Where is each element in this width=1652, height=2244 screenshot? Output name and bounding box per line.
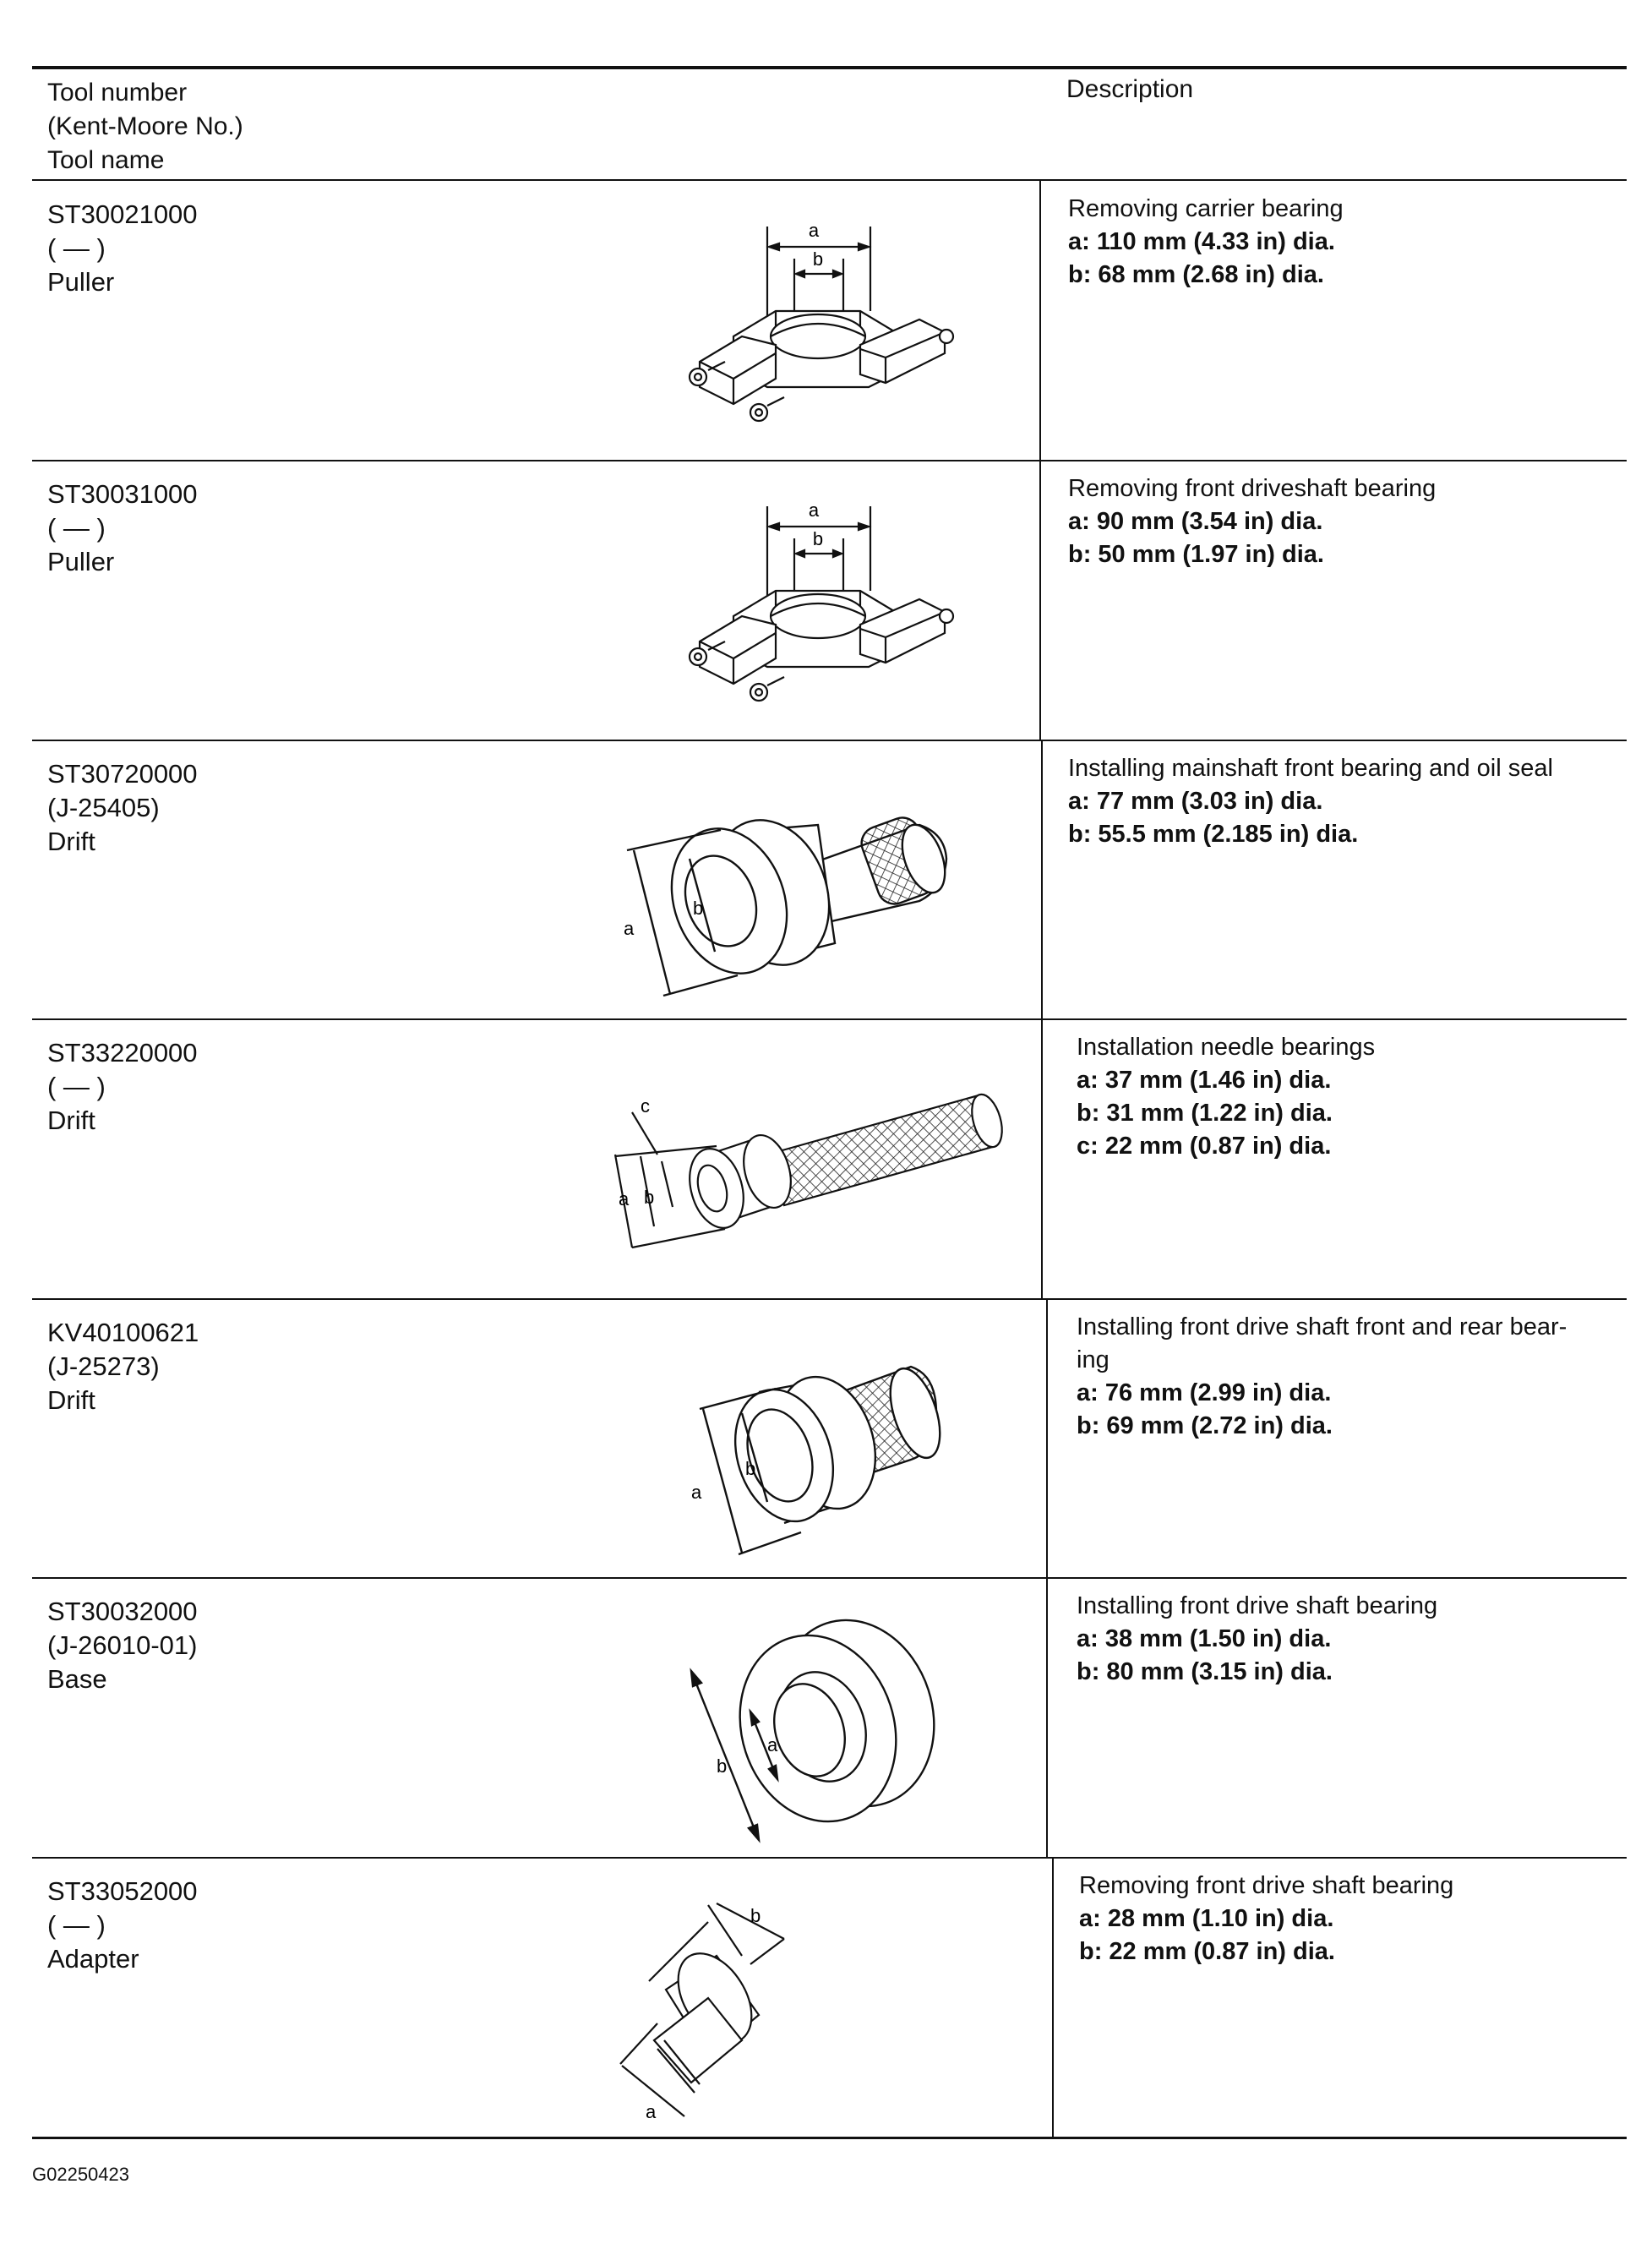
tool-row [32, 740, 1627, 1019]
description-text: Removing front driveshaft bearing [1068, 475, 1437, 502]
tool-identity [47, 1595, 198, 1696]
figure-code: G02250423 [32, 2164, 129, 2185]
tool-identity [47, 757, 198, 859]
tool-identity [47, 1036, 198, 1138]
spec-line: c: 22 mm (0.87 in) dia. [1077, 1133, 1332, 1160]
spec-line: a: 37 mm (1.46 in) dia. [1077, 1067, 1332, 1094]
spec-line: b: 31 mm (1.22 in) dia. [1077, 1100, 1333, 1127]
dimension-label-b: b [717, 1755, 728, 1777]
spec-line: b: 50 mm (1.97 in) dia. [1068, 541, 1324, 568]
tool-identity [47, 1316, 199, 1417]
tool-identity [47, 478, 198, 579]
spec-line: a: 76 mm (2.99 in) dia. [1077, 1379, 1332, 1406]
tool-row [32, 1578, 1627, 1857]
spec-line: a: 38 mm (1.50 in) dia. [1077, 1625, 1332, 1652]
long-drift-tool-illustration [607, 1062, 1012, 1281]
adapter-illustration [607, 1871, 860, 2133]
description-text: Installation needle bearings [1077, 1034, 1376, 1061]
tool-name: Puller [47, 267, 115, 297]
tool-name: Adapter [47, 1944, 139, 1974]
description-text: Removing front drive shaft bearing [1079, 1872, 1454, 1899]
table-top-rule [32, 66, 1627, 69]
drift-tool-illustration [590, 774, 970, 1002]
spec-line: b: 69 mm (2.72 in) dia. [1077, 1412, 1333, 1439]
column-divider [1039, 181, 1041, 460]
tool-row [32, 1019, 1627, 1298]
column-divider [1041, 1019, 1043, 1298]
header-line-tool-number: Tool number [47, 79, 188, 106]
tool-description [1077, 1031, 1617, 1163]
kent-moore-number: ( — ) [47, 513, 106, 543]
dimension-label-b: b [812, 248, 824, 270]
dimension-label-a: a [808, 500, 820, 521]
dimension-label-b: b [812, 528, 824, 549]
column-divider [1041, 740, 1043, 1019]
dimension-label-c: c [641, 1095, 650, 1117]
dimension-label-a: a [691, 1482, 702, 1503]
description-text: Installing mainshaft front bearing and oil seal [1068, 755, 1553, 782]
column-divider [1052, 1858, 1054, 2137]
table-bottom-rule [32, 2137, 1627, 2139]
tool-description [1068, 472, 1609, 571]
tool-row [32, 1299, 1627, 1578]
header-description: Description [1066, 75, 1194, 103]
header-line-kent-moore: (Kent-Moore No.) [47, 112, 243, 140]
tool-description [1068, 752, 1609, 851]
base-ring-illustration [674, 1612, 962, 1857]
description-text: Installing front drive shaft bearing [1077, 1592, 1438, 1619]
kent-moore-number: (J-26010-01) [47, 1630, 198, 1660]
tool-number: ST30021000 [47, 199, 198, 229]
column-divider [1046, 1299, 1048, 1578]
spec-line: a: 110 mm (4.33 in) dia. [1068, 228, 1335, 255]
dimension-label-b: b [693, 898, 704, 919]
dimension-label-a: a [808, 220, 820, 241]
dimension-label-b: b [745, 1458, 756, 1479]
dimension-label-a: a [646, 2101, 657, 2122]
kent-moore-number: ( — ) [47, 233, 106, 263]
tool-number: ST30032000 [47, 1597, 198, 1626]
header-tool-column [47, 76, 243, 177]
tool-name: Puller [47, 547, 115, 576]
tool-description [1077, 1590, 1617, 1689]
description-text: Installing front drive shaft front and rear bear- ing [1077, 1313, 1567, 1373]
kent-moore-number: (J-25273) [47, 1351, 160, 1381]
dimension-label-b: b [750, 1905, 761, 1926]
kent-moore-number: ( — ) [47, 1910, 106, 1940]
tool-row [32, 461, 1627, 740]
kent-moore-number: ( — ) [47, 1072, 106, 1101]
tool-description [1079, 1870, 1620, 1968]
spec-line: b: 80 mm (3.15 in) dia. [1077, 1658, 1333, 1685]
dimension-label-a: a [619, 1188, 630, 1209]
spec-line: b: 22 mm (0.87 in) dia. [1079, 1938, 1335, 1965]
tool-number: KV40100621 [47, 1318, 199, 1347]
tool-row [32, 1858, 1627, 2137]
spec-line: b: 55.5 mm (2.185 in) dia. [1068, 821, 1359, 848]
spec-line: a: 28 mm (1.10 in) dia. [1079, 1905, 1334, 1932]
spec-line: a: 90 mm (3.54 in) dia. [1068, 508, 1323, 535]
spec-line: b: 68 mm (2.68 in) dia. [1068, 261, 1324, 288]
tool-row [32, 181, 1627, 460]
tool-name: Base [47, 1664, 107, 1694]
tool-name: Drift [47, 1385, 95, 1415]
tool-name: Drift [47, 1106, 95, 1135]
tool-number: ST33052000 [47, 1876, 198, 1906]
tool-number: ST30031000 [47, 479, 198, 509]
kent-moore-number: (J-25405) [47, 793, 160, 822]
dimension-label-a: a [624, 918, 635, 939]
tool-identity [47, 198, 198, 299]
tool-description [1068, 193, 1609, 292]
puller-tool-illustration [674, 489, 962, 718]
tool-number: ST33220000 [47, 1038, 198, 1067]
short-drift-tool-illustration [657, 1333, 979, 1570]
tool-description [1077, 1311, 1617, 1443]
column-divider [1046, 1578, 1048, 1857]
puller-tool-illustration [674, 210, 962, 438]
header-line-tool-name: Tool name [47, 146, 165, 174]
tool-identity [47, 1875, 198, 1976]
tool-name: Drift [47, 827, 95, 856]
dimension-label-b: b [644, 1187, 655, 1208]
spec-line: a: 77 mm (3.03 in) dia. [1068, 788, 1323, 815]
column-divider [1039, 461, 1041, 740]
description-text: Removing carrier bearing [1068, 195, 1344, 222]
dimension-label-a: a [767, 1734, 778, 1755]
tool-number: ST30720000 [47, 759, 198, 789]
